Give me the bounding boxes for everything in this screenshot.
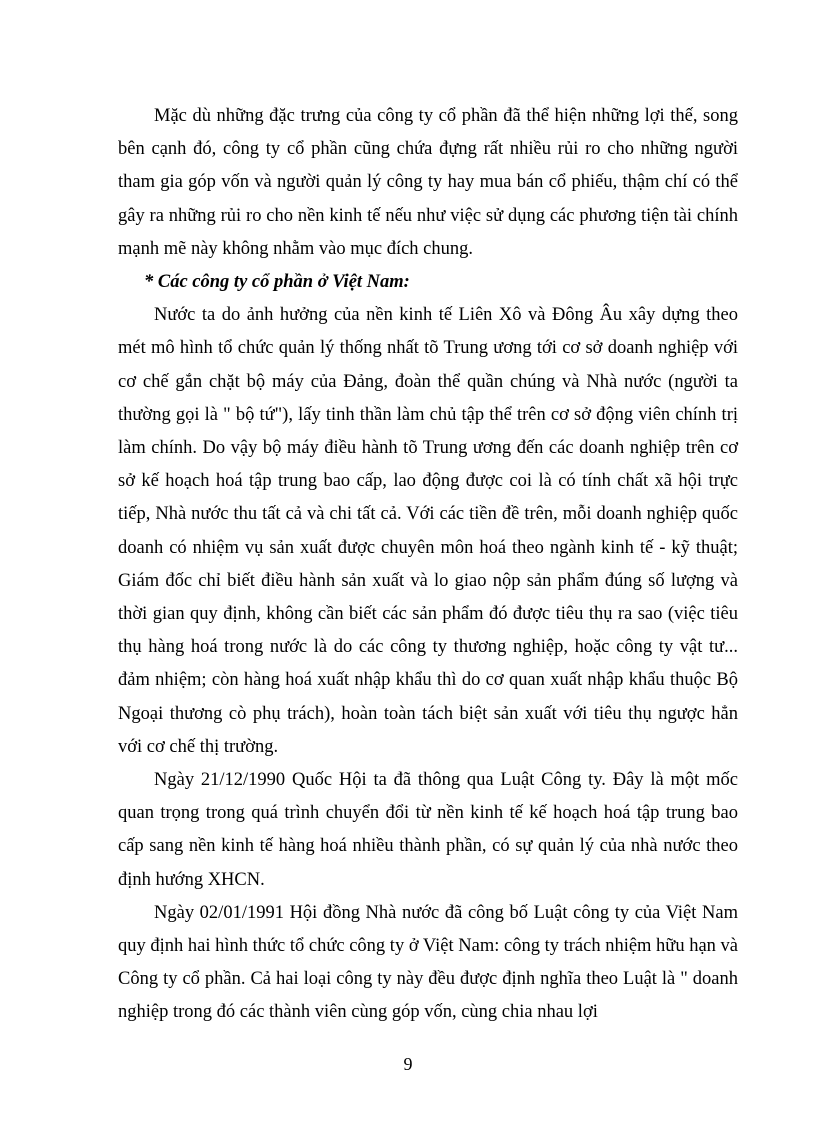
page-number: 9: [403, 1054, 413, 1074]
paragraph-history: Nước ta do ảnh hưởng của nền kinh tế Liên Xô và Đông Âu xây dựng theo mét mô hình tổ chức quản lý thống nhất tõ Trung ương tới cơ sở doanh nghiệp với cơ chế gắn chặt bộ máy của Đảng, đoàn thể quần chúng và Nhà nước (người ta thường gọi là " bộ tứ"), lấy tinh thần làm chủ tập thể trên cơ sở động viên chính trị làm chính. Do vậy bộ máy điều hành tõ Trung ương đến các doanh nghiệp trên cơ sở kế hoạch hoá tập trung bao cấp, lao động được coi là có tính chất xã hội trực tiếp, Nhà nước thu tất cả và chi tất cả. Với các tiền đề trên, mỗi doanh nghiệp quốc doanh có nhiệm vụ sản xuất được chuyên môn hoá theo ngành kinh tế - kỹ thuật; Giám đốc chỉ biết điều hành sản xuất và lo giao nộp sản phẩm đúng số lượng và thời gian quy định, không cần biết các sản phẩm đó được tiêu thụ ra sao (việc tiêu thụ hàng hoá trong nước là do các công ty thương nghiệp, hoặc công ty vật tư... đảm nhiệm; còn hàng hoá xuất nhập khẩu thì do cơ quan xuất nhập khẩu thuộc Bộ Ngoại thương cò phụ trách), hoàn toàn tách biệt sản xuất với tiêu thụ ngược hẳn với cơ chế thị trường.: [118, 305, 738, 757]
paragraph-law-1991: Ngày 02/01/1991 Hội đồng Nhà nước đã công bố Luật công ty của Việt Nam quy định hai hình thức tổ chức công ty ở Việt Nam: công ty trách nhiệm hữu hạn và Công ty cổ phần. Cả hai loại công ty này đều được định nghĩa theo Luật là " doanh nghiệp trong đó các thành viên cùng góp vốn, cùng chia nhau lợi: [118, 902, 739, 1023]
body-text: [118, 100, 738, 1030]
section-heading: * Các công ty cổ phần ở Việt Nam:: [144, 272, 410, 293]
paragraph-law-1990: Ngày 21/12/1990 Quốc Hội ta đã thông qua Luật Công ty. Đây là một mốc quan trọng trong quá trình chuyển đổi từ nền kinh tế kế hoạch hoá tập trung bao cấp sang nền kinh tế hàng hoá nhiều thành phần, có sự quản lý của nhà nước theo định hướng XHCN.: [118, 770, 738, 890]
paragraph-risks: Mặc dù những đặc trưng của công ty cổ phần đã thể hiện những lợi thế, song bên cạnh đó, công ty cổ phần cũng chứa đựng rất nhiều rủi ro cho những người tham gia góp vốn và người quản lý công ty hay mua bán cổ phiếu, thậm chí có thể gây ra những rủi ro cho nền kinh tế nếu như việc sử dụng các phương tiện tài chính mạnh mẽ này không nhằm vào mục đích chung.: [118, 106, 738, 259]
